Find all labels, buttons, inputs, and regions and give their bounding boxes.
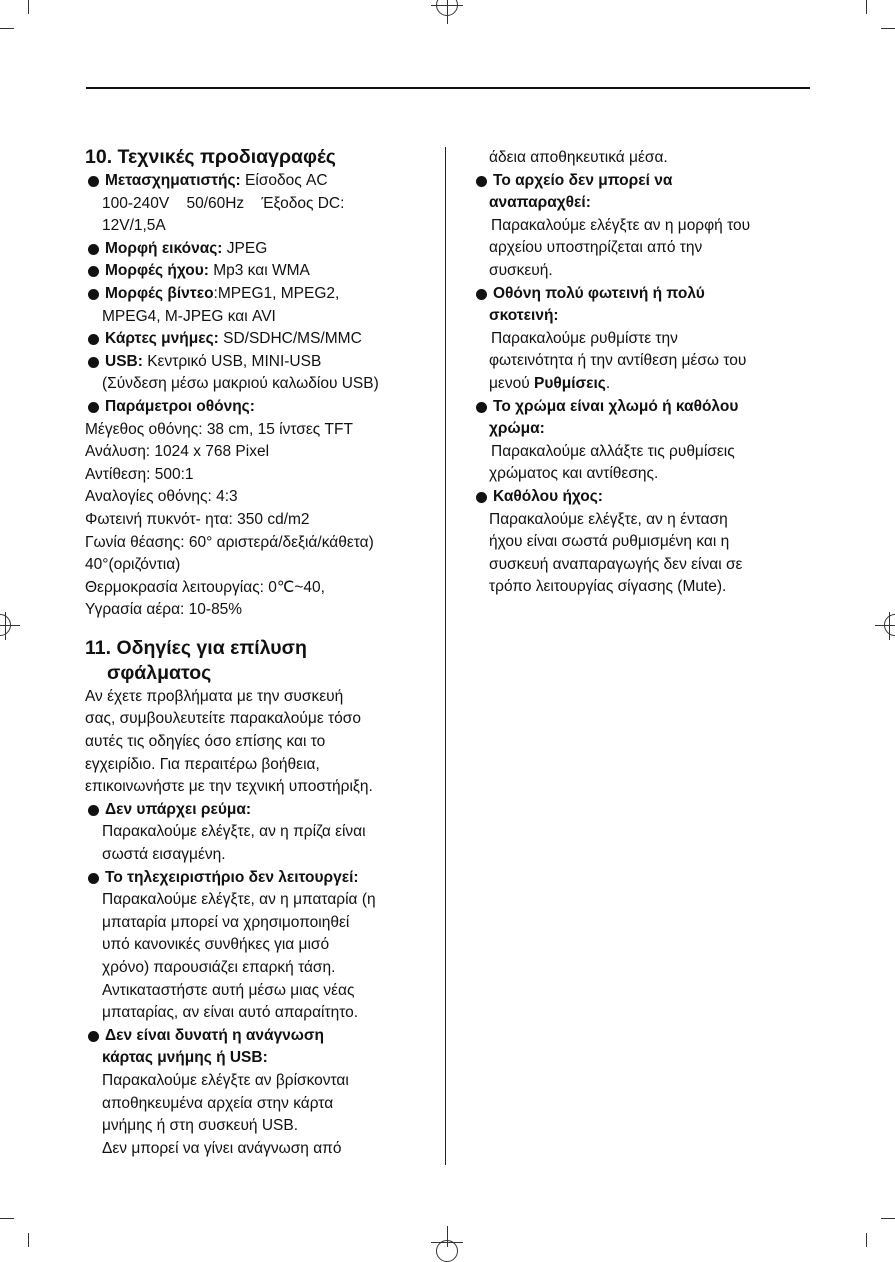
bullet-icon: [476, 176, 487, 187]
spec-label: USB:: [105, 352, 143, 370]
registration-mark: [0, 625, 20, 626]
spec-item: [85, 328, 435, 351]
issue-title-cont: κάρτας μνήμης ή USB:: [102, 1049, 268, 1067]
spec-value: :MPEG1, MPEG2,: [213, 284, 340, 302]
bullet-icon: [88, 402, 99, 413]
registration-mark: [447, 0, 448, 24]
spec-label: Μορφές ήχου:: [105, 262, 209, 280]
bullet-icon: [88, 266, 99, 277]
issue-body: σωστά εισαγμένη.: [102, 846, 226, 864]
display-param: Αντίθεση: 500:1: [85, 465, 194, 483]
settings-menu-name: Ρυθμίσεις: [534, 374, 606, 392]
section-heading-specs: 10. Τεχνικές προδιαγραφές: [85, 146, 336, 168]
bullet-icon: [88, 805, 99, 816]
intro-line: Αν έχετε προβλήματα με την συσκευή: [85, 687, 344, 705]
issue-title-cont: σκοτεινή:: [489, 307, 559, 325]
issue-title: Οθόνη πολύ φωτεινή ή πολύ: [473, 283, 813, 306]
issue-body: Αντικαταστήστε αυτή μέσω μιας νέας: [102, 981, 355, 999]
spec-label: Παράμετροι οθόνης:: [105, 397, 255, 415]
registration-mark: [889, 612, 890, 640]
issue-body: χρώματος και αντίθεσης.: [489, 465, 659, 483]
issue-body: Παρακαλούμε ελέγξτε αν βρίσκονται: [102, 1071, 349, 1089]
spec-item: [85, 260, 435, 283]
display-param: Αναλογίες οθόνης: 4:3: [85, 488, 238, 506]
column-divider: [445, 147, 446, 1165]
display-param: Υγρασία αέρα: 10-85%: [85, 601, 243, 619]
spec-item: [85, 238, 435, 261]
issue-body: αρχείου υποστηρίζεται από την: [489, 239, 703, 257]
bullet-icon: [88, 334, 99, 345]
crop-mark: [28, 1233, 29, 1247]
intro-line: αυτές τις οδηγίες όσο επίσης και το: [85, 733, 326, 751]
issue-title-cont: αναπαραχθεί:: [489, 194, 591, 212]
registration-mark: [447, 1226, 448, 1247]
bullet-icon: [88, 289, 99, 300]
spec-item: [85, 351, 435, 374]
spec-value: Είσοδος AC: [240, 172, 328, 189]
header-rule: [86, 87, 810, 89]
issue-body: ήχου είναι σωστά ρυθμισμένη και η: [489, 533, 730, 551]
bullet-icon: [88, 357, 99, 368]
spec-item: [85, 283, 435, 306]
spec-label: Μετασχηματιστής:: [105, 172, 241, 189]
crop-mark: [0, 1218, 14, 1219]
spec-label: Μορφή εικόνας:: [105, 239, 223, 257]
issue-body-continuation: άδεια αποθηκευτικά μέσα.: [489, 149, 668, 166]
spec-value-cont: 100-240V 50/60Hz Έξοδος DC:: [102, 194, 345, 212]
issue-body: αποθηκευμένα αρχεία στην κάρτα: [102, 1094, 334, 1112]
issue-body: Δεν μπορεί να γίνει ανάγνωση από: [102, 1139, 342, 1157]
issue-body: Παρακαλούμε ελέγξτε, αν η μπαταρία (η: [102, 891, 376, 909]
issue-title: Δεν είναι δυνατή η ανάγνωση: [85, 1025, 435, 1048]
issue-body: Παρακαλούμε ρυθμίστε την: [491, 329, 678, 347]
bullet-icon: [476, 492, 487, 503]
crop-mark: [866, 1233, 867, 1247]
issue-title: Το χρώμα είναι χλωμό ή καθόλου: [473, 396, 813, 419]
section-gap: [85, 622, 435, 636]
bullet-icon: [88, 244, 99, 255]
issue-body: μνήμης ή στη συσκευή USB.: [102, 1117, 299, 1135]
spec-value-cont: 12V/1,5A: [102, 217, 166, 235]
crop-mark: [881, 1218, 895, 1219]
bullet-icon: [88, 176, 99, 187]
issue-body: υπό κανονικές συνθήκες για μισό: [102, 936, 330, 954]
section-heading-troubleshooting: 11. Οδηγίες για επίλυση: [85, 636, 307, 659]
crop-mark: [866, 0, 867, 14]
issue-title-cont: χρώμα:: [489, 420, 545, 438]
display-param: Μέγεθος οθόνης: 38 cm, 15 ίντσες TFT: [85, 420, 353, 438]
right-column: [473, 145, 813, 599]
registration-mark: [875, 625, 895, 626]
spec-label: Μορφές βίντεο: [105, 284, 214, 302]
issue-body: συσκευή.: [489, 261, 553, 279]
spec-value-cont: (Σύνδεση μέσω μακριού καλωδίου USB): [102, 375, 379, 393]
issue-body: μπαταρίας, αν είναι αυτό απαραίτητο.: [102, 1004, 359, 1022]
intro-line: επικοινωνήστε με την τεχνική υποστήριξη.: [85, 778, 373, 796]
spec-value: Κεντρικό USB, MINI-USB: [142, 352, 322, 370]
issue-title: Το αρχείο δεν μπορεί να: [473, 170, 813, 193]
left-column: [85, 145, 435, 1160]
bullet-icon: [476, 402, 487, 413]
issue-body: χρόνο) παρουσιάζει επαρκή τάση.: [102, 959, 336, 976]
crop-mark: [881, 28, 895, 29]
issue-body: μπαταρία μπορεί να χρησιμοποιηθεί: [102, 913, 350, 931]
issue-body: Παρακαλούμε ελέγξτε, αν η ένταση: [489, 510, 728, 528]
registration-mark: [431, 5, 463, 6]
issue-title: Δεν υπάρχει ρεύμα:: [85, 799, 435, 822]
bullet-icon: [88, 873, 99, 884]
intro-line: σας, συμβουλευτείτε παρακαλούμε τόσο: [85, 710, 361, 728]
issue-body: μενού Ρυθμίσεις.: [489, 374, 611, 392]
spec-item: [85, 170, 435, 193]
spec-label: Κάρτες μνήμες:: [105, 330, 219, 348]
spec-value: SD/SDHC/MS/MMC: [218, 330, 362, 348]
spec-value: Mp3 και WMA: [208, 262, 310, 280]
spec-value-cont: MPEG4, M-JPEG και AVI: [102, 307, 276, 325]
display-param: Φωτεινή πυκνότ- ητα: 350 cd/m2: [85, 510, 310, 528]
section-heading-troubleshooting-cont: σφάλματος: [107, 661, 212, 684]
display-param: Ανάλυση: 1024 x 768 Pixel: [85, 443, 270, 461]
issue-body: τρόπο λειτουργίας σίγασης (Mute).: [489, 578, 727, 596]
crop-mark: [0, 28, 14, 29]
bullet-icon: [476, 289, 487, 300]
issue-body: φωτεινότητα ή την αντίθεση μέσω του: [489, 352, 747, 370]
issue-body: Παρακαλούμε ελέγξτε αν η μορφή του: [491, 216, 751, 234]
intro-line: εγχειρίδιο. Για περαιτέρω βοήθεια,: [85, 755, 320, 773]
bullet-icon: [88, 1031, 99, 1042]
spec-value: JPEG: [222, 239, 268, 257]
display-param: Γωνία θέασης: 60° αριστερά/δεξιά/κάθετα): [85, 533, 374, 551]
issue-title: Καθόλου ήχος:: [473, 486, 813, 509]
display-param: 40°(οριζόντια): [85, 556, 181, 574]
display-param: Θερμοκρασία λειτουργίας: 0℃~40,: [85, 578, 325, 596]
registration-mark: [431, 1242, 463, 1243]
crop-mark: [28, 0, 29, 14]
issue-body: Παρακαλούμε ελέγξτε, αν η πρίζα είναι: [102, 823, 366, 841]
issue-title: Το τηλεχειριστήριο δεν λειτουργεί:: [85, 867, 435, 890]
issue-body: συσκευή αναπαραγωγής δεν είναι σε: [489, 555, 743, 573]
spec-item: [85, 396, 435, 419]
registration-mark: [5, 612, 6, 640]
issue-body: Παρακαλούμε αλλάξτε τις ρυθμίσεις: [491, 442, 735, 460]
